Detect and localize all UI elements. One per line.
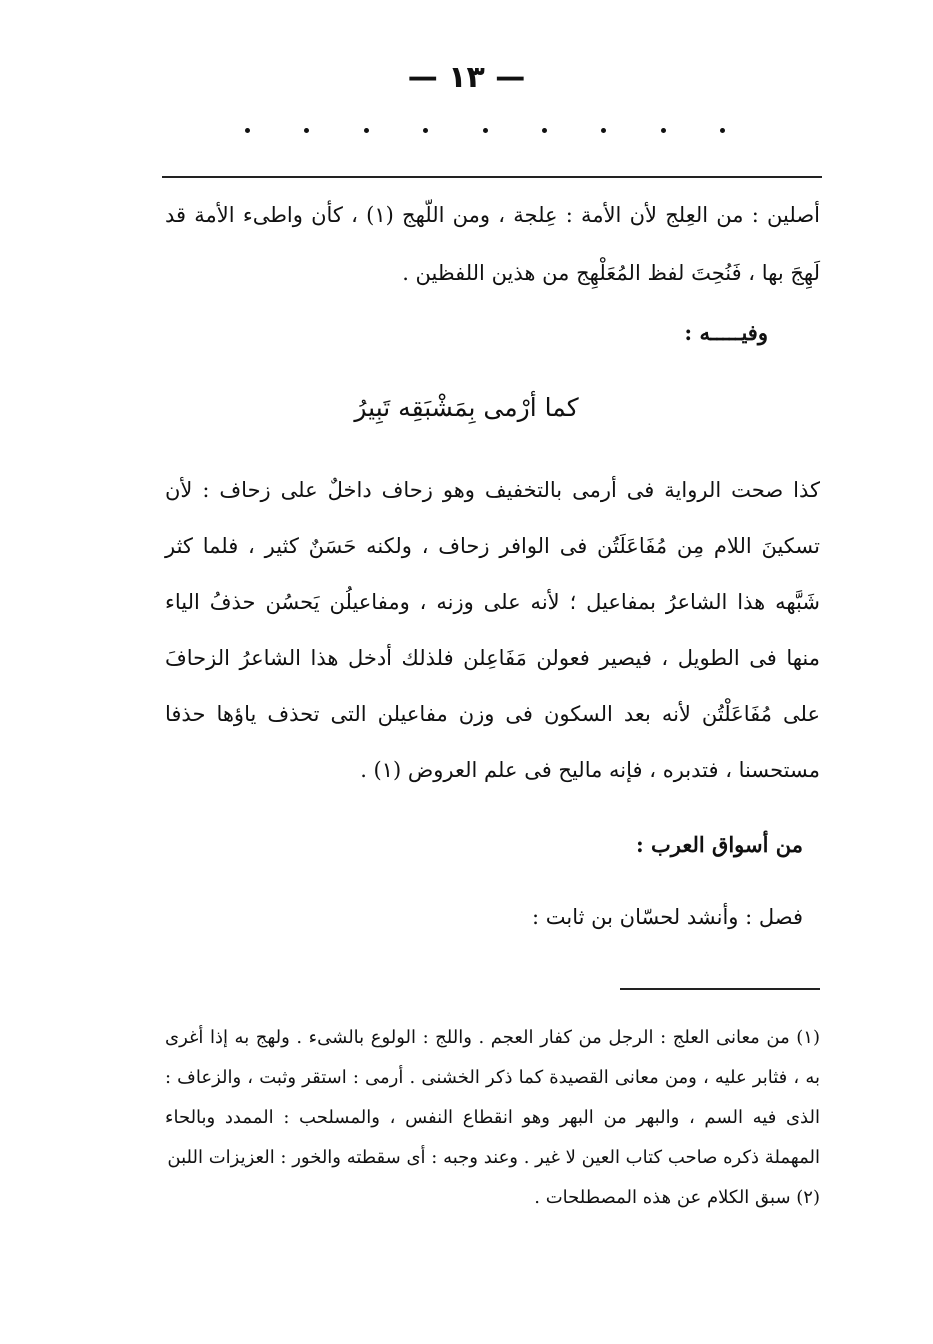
footnote-1: (١) من معانى العلج : الرجل من كفار العجم . واللج : الولوع بالشىء . ولهج به إذا أغرى به ، فثابر عليه ، ومن معانى القصيدة كما ذكر الخشنى . أرمى : استقر وثبت ، والزعاف : الذى فيه السم ، والبهر من البهر وهو انقطاع النفس ، والمسلحب : الممدد وبالحاء المهملة ذكره صاحب كتاب العين لا غير . وعند وجبه : أى سقطته والخور : العزيزات اللبن — [165, 1027, 820, 1168]
footnote-rule — [620, 988, 820, 990]
top-rule — [162, 176, 822, 178]
footnote-2: (٢) سبق الكلام عن هذه المصطلحات . — [534, 1187, 820, 1208]
fasl-line: فصل : وأنشد لحسّان بن ثابت : — [532, 905, 803, 929]
dot — [423, 128, 428, 133]
dot — [245, 128, 250, 133]
footnotes — [165, 1018, 820, 1218]
dot — [304, 128, 309, 133]
verse-line: كما أرْمى بِمَشْبَقِه تَبِيرُ — [354, 393, 579, 422]
page-number: — ١٣ — — [407, 60, 526, 95]
dot — [483, 128, 488, 133]
section-heading: من أسواق العرب : — [635, 832, 803, 857]
fihi-label: وفيـــــه : — [684, 320, 768, 345]
ellipsis-dots-divider — [245, 128, 725, 133]
dot — [601, 128, 606, 133]
intro-paragraph: أصلين : من العِلج لأن الأمة : عِلجة ، ومن اللّهج (١) ، كأن واطىء الأمة قد لَهِجَ بها ، فَنُحِتَ لفظ المُعَلْهِج من هذين اللفظين . — [165, 203, 820, 285]
dot — [542, 128, 547, 133]
dot — [661, 128, 666, 133]
body-paragraph: كذا صحت الرواية فى أرمى بالتخفيف وهو زحاف داخلٌ على زحاف : لأن تسكينَ اللام مِن مُفَاعَلَتُن فى الوافر زحاف ، ولكنه حَسَنٌ كثير ، فلما كثر شَبَّهه هذا الشاعرُ بمفاعيل ؛ لأنه على وزنه ، ومفاعيلُن يَحسُن حذفُ الياء منها فى الطويل ، فيصير فعولن مَفَاعِلن فلذلك أدخل هذا الشاعرُ الزحافَ على مُفَاعَلْتُن لأنه بعد السكون فى وزن مفاعيلن التى تحذف ياؤها حذفا مستحسنا ، فتدبره ، فإنه ماليح فى علم العروض (١) . — [165, 478, 820, 782]
dot — [364, 128, 369, 133]
dot — [720, 128, 725, 133]
